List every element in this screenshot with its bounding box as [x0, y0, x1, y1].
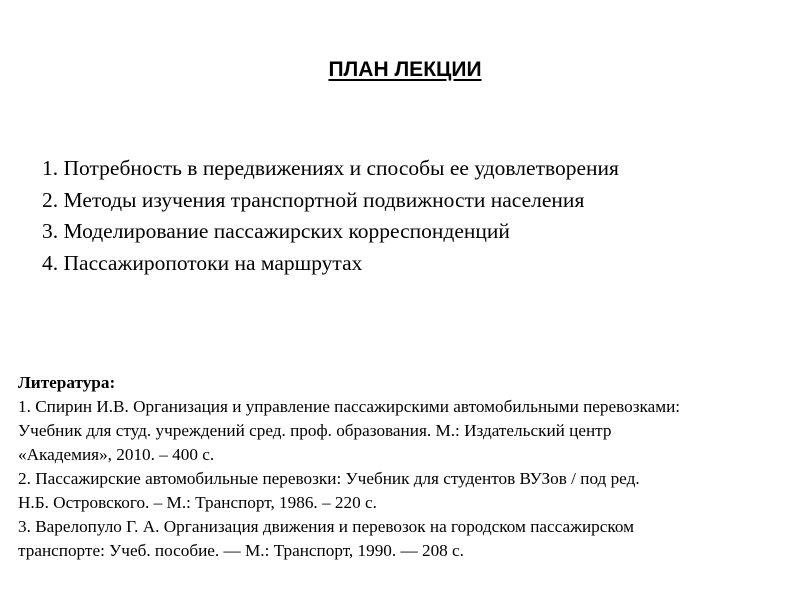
literature-line: транспорте: Учеб. пособие. — М.: Транспорт, 1990. — 208 с.: [18, 541, 464, 560]
plan-item-2: 2. Методы изучения транспортной подвижности населения: [42, 187, 585, 212]
plan-item-1: 1. Потребность в передвижениях и способы ее удовлетворения: [42, 156, 619, 180]
lecture-plan-title: ПЛАН ЛЕКЦИИ: [328, 58, 482, 81]
literature-section: [18, 371, 798, 563]
literature-line: 3. Варелопуло Г. А. Организация движения и перевозок на городском пассажирском: [18, 517, 635, 536]
lecture-plan-list: [42, 153, 619, 279]
plan-item-3: 3. Моделирование пассажирских корреспонденций: [42, 219, 510, 243]
literature-line: Н.Б. Островского. – М.: Транспорт, 1986. – 220 с.: [18, 493, 377, 512]
literature-line: «Академия», 2010. – 400 с.: [18, 445, 215, 464]
literature-line: Учебник для студ. учреждений сред. проф. образования. М.: Издательский центр: [18, 421, 612, 440]
literature-heading: Литература:: [18, 373, 116, 392]
plan-item-4: 4. Пассажиропотоки на маршрутах: [42, 250, 363, 275]
literature-line: 1. Спирин И.В. Организация и управление пассажирскими автомобильными перевозками:: [18, 397, 681, 416]
literature-line: 2. Пассажирские автомобильные перевозки: Учебник для студентов ВУЗов / под ред.: [18, 469, 640, 488]
